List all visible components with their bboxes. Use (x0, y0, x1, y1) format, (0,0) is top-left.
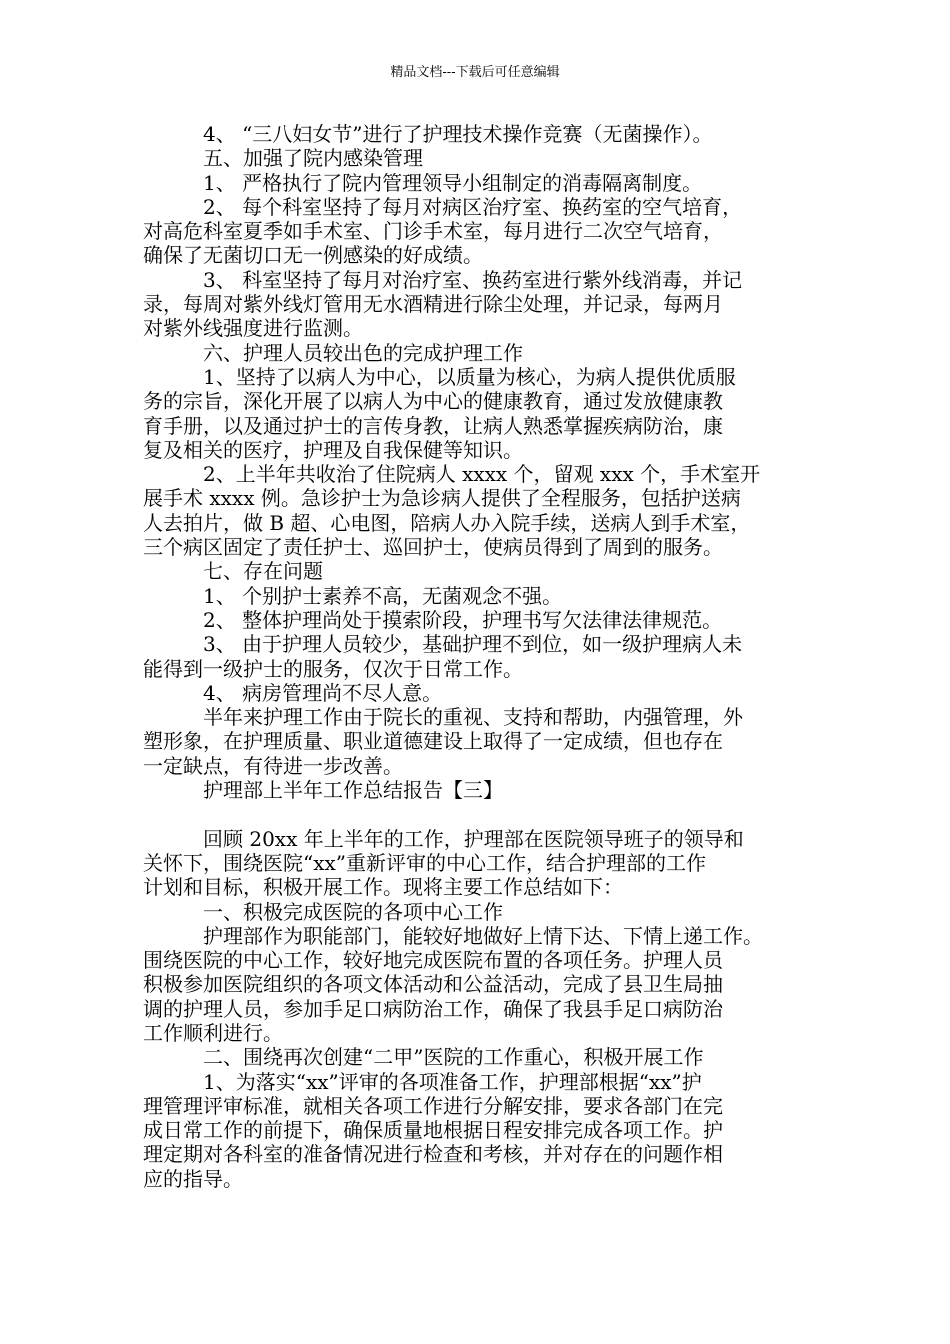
text-line: 务的宗旨，深化开展了以病人为中心的健康教育，通过发放健康教 (143, 389, 723, 414)
text-line: 关怀下，围绕医院“xx”重新评审的中心工作，结合护理部的工作 (143, 850, 707, 875)
text-line: 调的护理人员，参加手足口病防治工作，确保了我县手足口病防治 (143, 996, 723, 1021)
text-line: 能得到一级护士的服务，仅次于日常工作。 (143, 656, 523, 681)
text-line: 围绕医院的中心工作，较好地完成医院布置的各项任务。护理人员 (143, 948, 723, 973)
text-line: 人去拍片，做 B 超、心电图，陪病人办入院手续，送病人到手术室， (143, 510, 751, 535)
text-line: 应的指导。 (143, 1166, 243, 1191)
text-line: 展手术 xxxx 例。急诊护士为急诊病人提供了全程服务，包括护送病 (143, 486, 741, 511)
text-line: 护理部上半年工作总结报告【三】 (203, 778, 503, 803)
text-line: 理定期对各科室的准备情况进行检查和考核，并对存在的问题作相 (143, 1142, 723, 1167)
text-line: 回顾 20xx 年上半年的工作，护理部在医院领导班子的领导和 (203, 826, 744, 851)
text-line: 一定缺点，有待进一步改善。 (143, 753, 403, 778)
text-line: 录，每周对紫外线灯管用无水酒精进行除尘处理，并记录，每两月 (143, 292, 723, 317)
text-line: 塑形象，在护理质量、职业道德建设上取得了一定成绩，但也存在 (143, 729, 723, 754)
text-line: 六、护理人员较出色的完成护理工作 (203, 340, 523, 365)
text-line: 理管理评审标准，就相关各项工作进行分解安排，要求各部门在完 (143, 1093, 723, 1118)
text-line: 2、 整体护理尚处于摸索阶段，护理书写欠法律法律规范。 (203, 607, 723, 632)
text-line: 1、为落实“xx”评审的各项准备工作，护理部根据“xx”护 (203, 1069, 702, 1094)
text-line: 护理部作为职能部门，能较好地做好上情下达、下情上递工作。 (203, 923, 763, 948)
blank-line (143, 802, 813, 826)
text-line: 工作顺利进行。 (143, 1020, 283, 1045)
text-line: 二、围绕再次创建“二甲”医院的工作重心，积极开展工作 (203, 1045, 704, 1070)
text-line: 积极参加医院组织的各项文体活动和公益活动，完成了县卫生局抽 (143, 972, 723, 997)
text-line: 七、存在问题 (203, 559, 323, 584)
text-line: 1、坚持了以病人为中心，以质量为核心，为病人提供优质服 (203, 364, 736, 389)
page-header: 精品文档---下载后可任意编辑 (390, 65, 560, 80)
text-line: 4、 病房管理尚不尽人意。 (203, 680, 443, 705)
text-line: 确保了无菌切口无一例感染的好成绩。 (143, 243, 483, 268)
text-line: 成日常工作的前提下，确保质量地根据日程安排完成各项工作。护 (143, 1118, 723, 1143)
text-line: 一、积极完成医院的各项中心工作 (203, 899, 503, 924)
text-line: 半年来护理工作由于院长的重视、支持和帮助，内强管理，外 (203, 705, 743, 730)
text-line: 五、加强了院内感染管理 (203, 146, 423, 171)
text-line: 育手册，以及通过护士的言传身教，让病人熟悉掌握疾病防治，康 (143, 413, 723, 438)
text-line: 1、 严格执行了院内管理领导小组制定的消毒隔离制度。 (203, 170, 703, 195)
text-line: 2、 每个科室坚持了每月对病区治疗室、换药室的空气培育， (203, 194, 743, 219)
text-line: 对紫外线强度进行监测。 (143, 316, 363, 341)
text-line: 2、上半年共收治了住院病人 xxxx 个，留观 xxx 个，手术室开 (203, 462, 761, 487)
text-line: 复及相关的医疗，护理及自我保健等知识。 (143, 437, 523, 462)
text-line: 三个病区固定了责任护士、巡回护士，使病员得到了周到的服务。 (143, 535, 723, 560)
text-line: 对高危科室夏季如手术室、门诊手术室，每月进行二次空气培育， (143, 219, 723, 244)
text-line: 3、 科室坚持了每月对治疗室、换药室进行紫外线消毒，并记 (203, 267, 743, 292)
text-line: 4、 “三八妇女节”进行了护理技术操作竞赛（无菌操作）。 (203, 122, 713, 146)
document-body (143, 122, 813, 1191)
text-line: 3、 由于护理人员较少，基础护理不到位，如一级护理病人未 (203, 632, 743, 657)
text-line: 计划和目标，积极开展工作。现将主要工作总结如下： (143, 875, 623, 900)
text-line: 1、 个别护士素养不高，无菌观念不强。 (203, 583, 563, 608)
